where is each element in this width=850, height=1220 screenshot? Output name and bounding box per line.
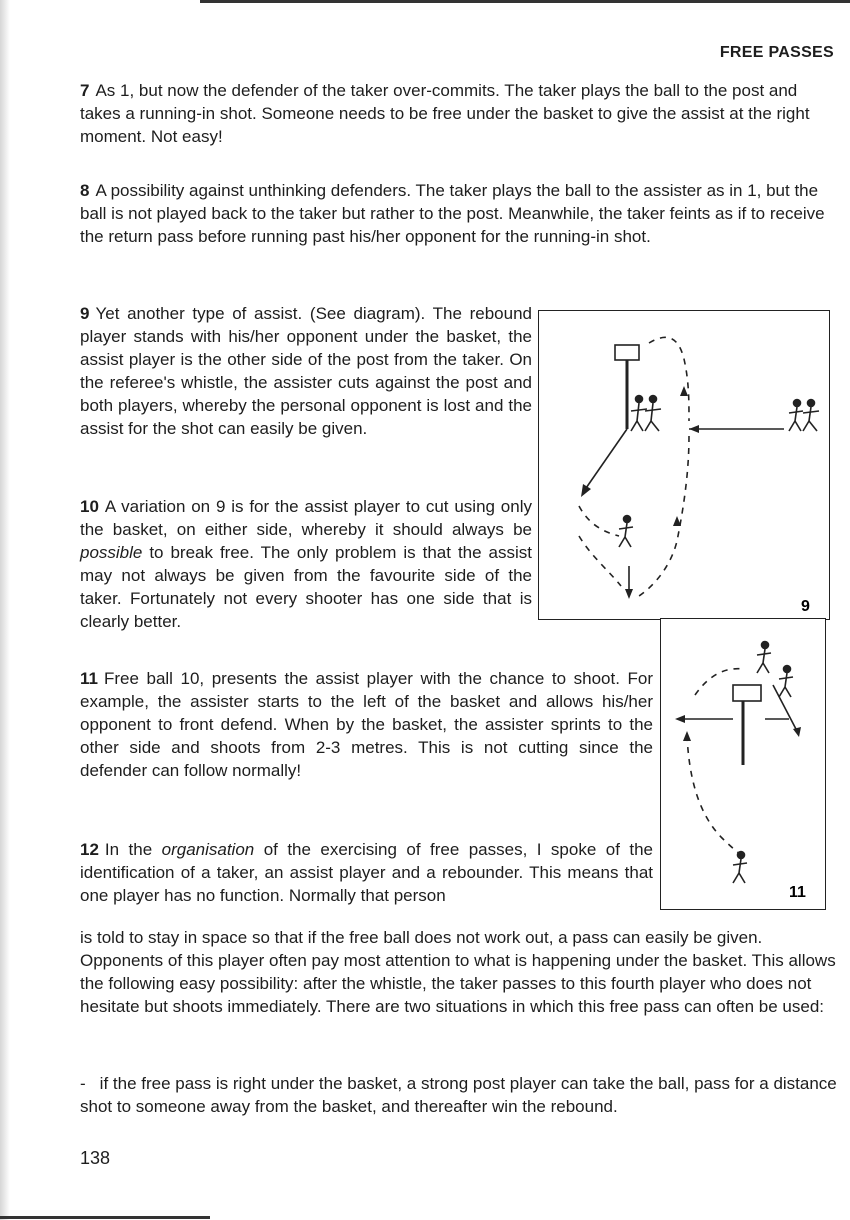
diagram-11	[660, 618, 826, 910]
dashed-route-1	[695, 669, 743, 695]
emphasis-text: organisation	[161, 840, 255, 859]
paragraph-text: In the	[104, 840, 162, 859]
running-header: FREE PASSES	[719, 44, 834, 61]
paragraph-number: 12	[80, 840, 99, 859]
paragraph-number: 11	[80, 669, 98, 688]
bullet-item	[80, 1072, 837, 1118]
paragraph-number: 8	[80, 181, 90, 200]
figure-label-11: 11	[789, 884, 806, 901]
paragraph-text: to break free. The only problem is that the assist may not always be given from the favourite side of the taker. Fortunately not every shooter has one side that is clearly better.	[80, 543, 532, 631]
bullet-text: if the free pass is right under the basket, a strong post player can take the ball, pass for a distance shot to someone away from the basket, and thereafter win the rebound.	[80, 1074, 837, 1116]
backboard	[615, 345, 639, 360]
pass-line	[584, 429, 627, 491]
player-head	[650, 396, 657, 403]
paragraph-number: 7	[80, 81, 90, 100]
backboard	[733, 685, 761, 701]
paragraph-text: A possibility against unthinking defenders. The taker plays the ball to the assister as in 1, but the ball is not played back to the taker but rather to the post. Meanwhile, the taker feints as if to receive the return pass before running past his/her opponent for the running-in shot.	[80, 181, 825, 246]
diagram-9	[538, 310, 830, 620]
diagram-9-drawing	[539, 311, 829, 619]
bottom-rule	[0, 1216, 210, 1219]
bullet-dash: -	[80, 1074, 86, 1093]
dashed-route-4	[579, 536, 621, 586]
emphasis-text: possible	[80, 543, 143, 562]
paragraph-text: Free ball 10, presents the assist player with the chance to shoot. For example, the assister starts to the left of the basket and allows his/her opponent to front defend. When by the basket, the assister sprints to the other side and shoots from 2-3 metres. This is not cutting since the defender can follow normally!	[80, 669, 653, 780]
paragraph-12	[80, 838, 653, 907]
paragraph-text: As 1, but now the defender of the taker over-commits. The taker plays the ball to the post and takes a running-in shot. Someone needs to be free under the basket to give the assist at the right moment. Not easy!	[80, 81, 810, 146]
paragraph-number: 9	[80, 304, 90, 323]
dashed-route-1	[649, 337, 689, 421]
paragraph-7	[80, 79, 837, 148]
paragraph-11	[80, 667, 653, 782]
paragraph-9	[80, 302, 532, 440]
paragraph-text: is told to stay in space so that if the free ball does not work out, a pass can easily be given. Opponents of this player often pay most attention to what is happening under the basket. This allows the following easy possibility: after the whistle, the taker passes to this fourth player who does not hesitate but shoots immediately. There are two situations in which this free pass can often be used:	[80, 928, 836, 1016]
paragraph-text: Yet another type of assist. (See diagram). The rebound player stands with his/her opponent under the basket, the assist player is the other side of the post from the taker. On the referee's whistle, the assister cuts against the post and both players, whereby the personal opponent is lost and the assist for the shot can easily be given.	[80, 304, 532, 438]
diagram-11-drawing	[661, 619, 825, 909]
page-edge-shadow	[0, 0, 10, 1220]
dashed-route-3	[579, 506, 619, 536]
player-head	[636, 396, 643, 403]
figure-label-9: 9	[801, 598, 810, 615]
dashed-route-2	[687, 735, 741, 855]
dashed-route-2	[639, 436, 689, 596]
paragraph-number: 10	[80, 497, 99, 516]
paragraph-12-continued	[80, 926, 837, 1018]
paragraph-10	[80, 495, 532, 633]
paragraph-text: A variation on 9 is for the assist player to cut using only the basket, on either side, whereby it should always be	[80, 497, 532, 539]
top-rule	[200, 0, 850, 3]
paragraph-text: of the exercising of free passes, I spoke of the identification of a taker, an assist player and a rebounder. This means that one player has no function. Normally that person	[80, 840, 653, 905]
paragraph-8	[80, 179, 837, 248]
page-number: 138	[80, 1148, 111, 1168]
